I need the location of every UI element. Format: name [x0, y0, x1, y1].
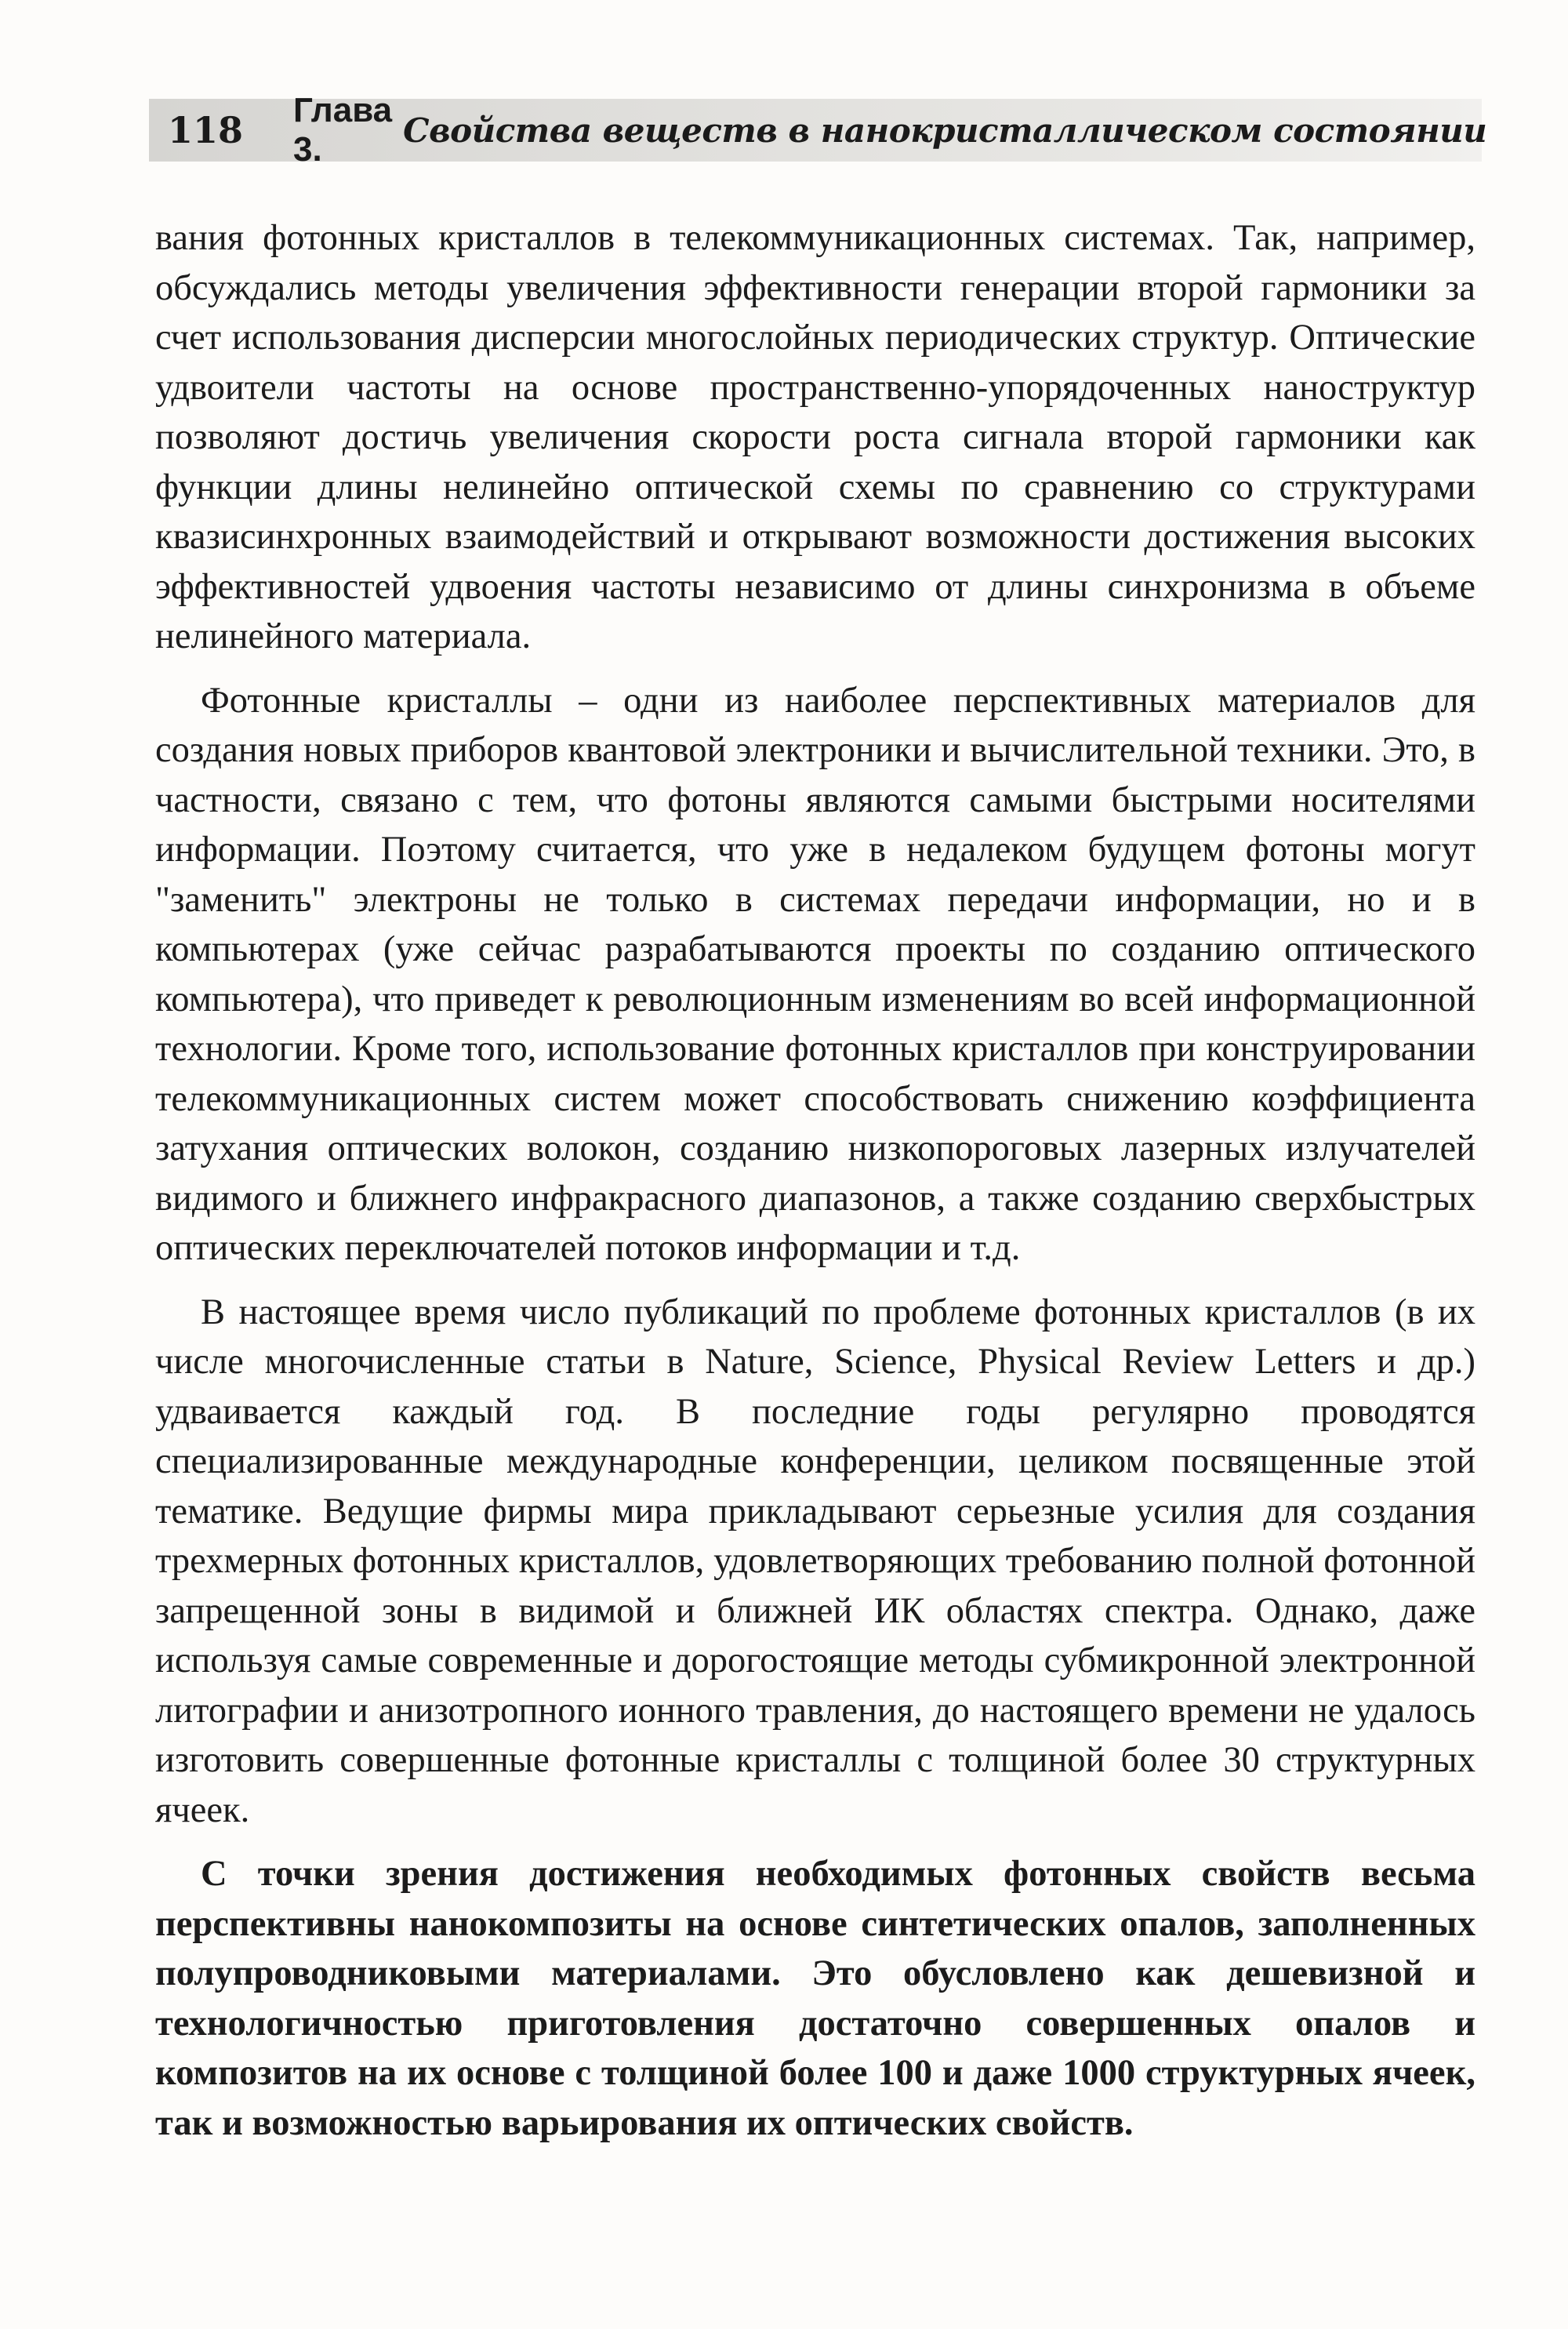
paragraph-photonic-crystals: Фотонные кристаллы – одни из наиболее перспективных материалов для создания новых приборов квантовой электроники и вычислительной техники. Это, в частности, связано с тем, что фотоны являются самыми быстрыми носителями информации. Поэтому считается, что уже в недалеком будущем фотоны могут "заменить" электроны не только в системах передачи информации, но и в компьютерах (уже сейчас разрабатываются проекты по созданию оптического компьютера), что приведет к революционным изменениям во всей информационной технологии. Кроме того, использование фотонных кристаллов при конструировании телекоммуникационных систем может способствовать снижению коэффициента затухания оптических волокон, созданию низкопороговых лазерных излучателей видимого и ближнего инфракрасного диапазонов, а также созданию сверхбыстрых оптических переключателей потоков информации и т.д.	[155, 680, 1475, 1268]
running-header	[149, 91, 1487, 169]
paragraph-nanocomposites: С точки зрения достижения необходимых фотонных свойств весьма перспективны нанокомпозиты на основе синтетических опалов, заполненных полупроводниковыми материалами. Это обусловлено как дешевизной и технологичностью приготовления достаточно совершенных опалов и композитов на их основе с толщиной более 100 и даже 1000 структурных ячеек, так и возможностью варьирования их оптических свойств.	[155, 1854, 1475, 2143]
chapter-title: Свойства веществ в нанокристаллическом состоянии	[403, 111, 1487, 150]
chapter-label: Глава 3.	[293, 91, 393, 169]
body-text	[155, 213, 1475, 2162]
paragraph-continuation: вания фотонных кристаллов в телекоммуникационных системах. Так, например, обсуждались методы увеличения эффективности генерации второй гармоники за счет использования дисперсии многослойных периодических структур. Оптические удвоители частоты на основе пространственно-упорядоченных наноструктур позволяют достичь увеличения скорости роста сигнала второй гармоники как функции длины нелинейно оптической схемы по сравнению со структурами квазисинхронных взаимодействий и открывают возможности достижения высоких эффективностей удвоения частоты независимо от длины синхронизма в объеме нелинейного материала.	[155, 218, 1475, 656]
page-number: 118	[168, 109, 244, 151]
paragraph-publications: В настоящее время число публикаций по проблеме фотонных кристаллов (в их числе многочисленные статьи в Nature, Science, Physical Review Letters и др.) удваивается каждый год. В последние годы регулярно проводятся специализированные международные конференции, целиком посвященные этой тематике. Ведущие фирмы мира прикладывают серьезные усилия для создания трехмерных фотонных кристаллов, удовлетворяющих требованию полной фотонной запрещенной зоны в видимой и ближней ИК областях спектра. Однако, даже используя самые современные и дорогостоящие методы субмикронной электронной литографии и анизотропного ионного травления, до настоящего времени не удалось изготовить совершенные фотонные кристаллы с толщиной более 30 структурных ячеек.	[155, 1292, 1475, 1830]
